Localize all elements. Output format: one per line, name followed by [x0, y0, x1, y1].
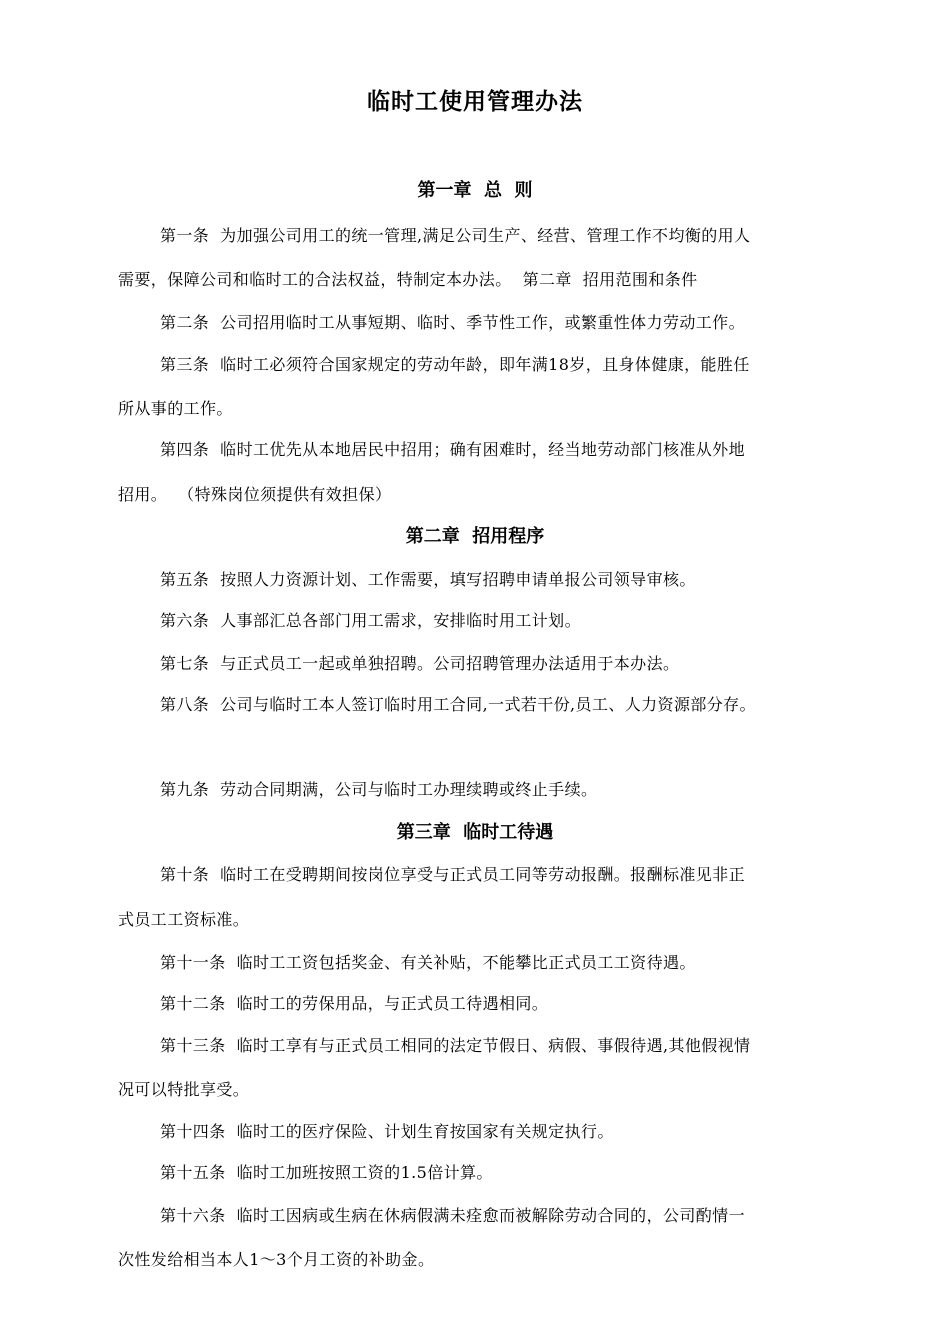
article-1-line-1: 第一条 为加强公司用工的统一管理,满足公司生产、经营、管理工作不均衡的用人: [160, 226, 751, 245]
chapter-1-heading: 第一章 总 则: [417, 180, 533, 201]
chapter-2-heading: 第二章 招用程序: [405, 526, 545, 547]
article-3-line-1: 第三条 临时工必须符合国家规定的劳动年龄，即年满18岁，且身体健康，能胜任: [160, 355, 750, 374]
article-11: 第十一条 临时工工资包括奖金、有关补贴，不能攀比正式员工工资待遇。: [160, 953, 696, 972]
article-16-line-2: 次性发给相当本人1～3个月工资的补助金。: [118, 1250, 435, 1269]
article-13-line-2: 况可以特批享受。: [118, 1080, 250, 1099]
article-10-line-2: 式员工工资标准。: [118, 910, 250, 929]
article-8: 第八条 公司与临时工本人签订临时用工合同,一式若干份,员工、人力资源部分存。: [160, 695, 756, 714]
article-13-line-1: 第十三条 临时工享有与正式员工相同的法定节假日、病假、事假待遇,其他假视情: [160, 1036, 751, 1055]
article-6: 第六条 人事部汇总各部门用工需求，安排临时用工计划。: [160, 611, 581, 630]
article-14: 第十四条 临时工的医疗保险、计划生育按国家有关规定执行。: [160, 1122, 614, 1141]
document-title: 临时工使用管理办法: [367, 89, 583, 115]
article-9: 第九条 劳动合同期满，公司与临时工办理续聘或终止手续。: [160, 780, 598, 799]
article-7: 第七条 与正式员工一起或单独招聘。公司招聘管理办法适用于本办法。: [160, 654, 680, 673]
article-10-line-1: 第十条 临时工在受聘期间按岗位享受与正式员工同等劳动报酬。报酬标准见非正: [160, 865, 745, 884]
chapter-3-heading: 第三章 临时工待遇: [396, 822, 554, 843]
article-4-line-1: 第四条 临时工优先从本地居民中招用；确有困难时，经当地劳动部门核准从外地: [160, 440, 745, 459]
article-4-line-2: 招用。 （特殊岗位须提供有效担保）: [118, 485, 392, 504]
article-3-line-2: 所从事的工作。: [118, 399, 233, 418]
article-16-line-1: 第十六条 临时工因病或生病在休病假满未痊愈而被解除劳动合同的，公司酌情一: [160, 1206, 745, 1225]
article-1-line-2: 需要，保障公司和临时工的合法权益，特制定本办法。 第二章 招用范围和条件: [118, 270, 698, 289]
article-12: 第十二条 临时工的劳保用品，与正式员工待遇相同。: [160, 994, 549, 1013]
article-5: 第五条 按照人力资源计划、工作需要，填写招聘申请单报公司领导审核。: [160, 570, 696, 589]
article-15: 第十五条 临时工加班按照工资的1.5倍计算。: [160, 1163, 493, 1182]
article-2: 第二条 公司招用临时工从事短期、临时、季节性工作，或繁重性体力劳动工作。: [160, 313, 745, 332]
